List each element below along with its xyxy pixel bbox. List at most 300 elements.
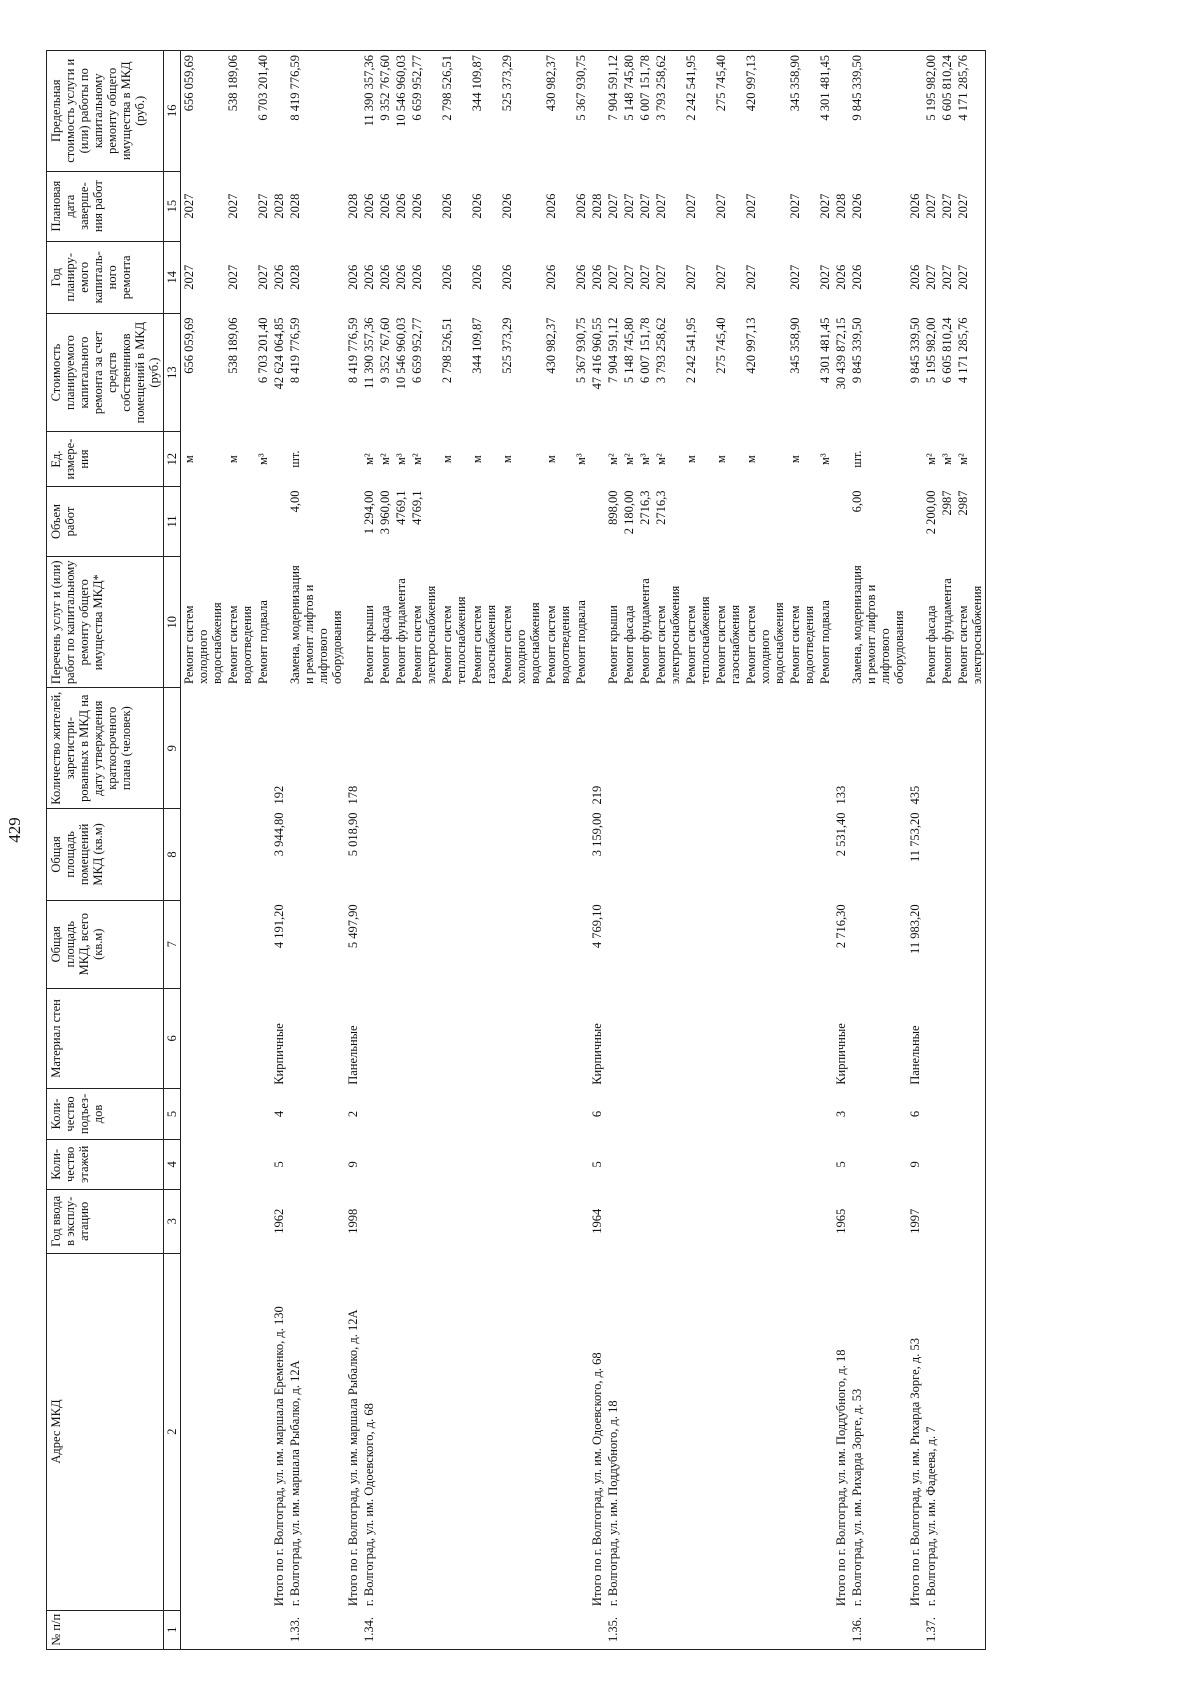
floors: [361, 1139, 377, 1189]
column-number: 12: [164, 432, 181, 487]
entrances: [225, 1089, 255, 1139]
year-built: [817, 1190, 833, 1254]
premises-area: [287, 808, 345, 900]
row-number: [621, 1610, 637, 1649]
floors: 5: [834, 1161, 848, 1168]
residents: [955, 688, 986, 808]
planned-cost: 47 416 960,55: [590, 317, 604, 390]
address: г. Волгоград, ул. им. Фадеева, д. 7: [924, 1426, 938, 1607]
wall-material: [683, 988, 713, 1089]
premises-area: [817, 808, 833, 900]
address: [817, 1253, 833, 1610]
column-number: 8: [164, 808, 181, 900]
entrances: [377, 1089, 393, 1139]
year-built: [287, 1190, 345, 1254]
max-cost: 2 242 541,95: [684, 55, 698, 121]
floors: [605, 1139, 621, 1189]
wall-material: Кирпичные: [590, 1023, 604, 1085]
premises-area: [621, 808, 637, 900]
premises-area: 2 531,40: [834, 812, 848, 857]
table-header: [47, 51, 181, 1650]
completion-date: 2026: [574, 193, 588, 219]
floors: [181, 1139, 226, 1189]
column-header: Материал стен: [47, 988, 164, 1089]
max-cost: 6 659 952,77: [410, 55, 424, 121]
completion-date: 2026: [500, 193, 514, 219]
total-area: [377, 900, 393, 988]
address: г. Волгоград, ул. им. Поддубного, д. 18: [606, 1400, 620, 1607]
work-type: Ремонт фасада: [378, 605, 392, 684]
completion-date: 2027: [606, 193, 620, 219]
address: [469, 1253, 499, 1610]
table-row: [787, 51, 817, 1650]
year-built: [255, 1190, 271, 1254]
column-number: 3: [164, 1190, 181, 1254]
total-area: [439, 900, 469, 988]
premises-area: [955, 808, 986, 900]
table-row: [817, 51, 833, 1650]
year-built: [787, 1190, 817, 1254]
premises-area: [939, 808, 955, 900]
table-row: [361, 51, 377, 1650]
max-cost: 3 793 258,62: [654, 55, 668, 121]
table-row: [225, 51, 255, 1650]
planned-year: 2026: [544, 264, 558, 290]
address: [409, 1253, 439, 1610]
work-type: Ремонт систем водоотведения: [788, 605, 816, 684]
wall-material: [955, 988, 986, 1089]
work-volume: 2987: [940, 490, 954, 516]
work-volume: [907, 486, 923, 556]
table-row: [255, 51, 271, 1650]
unit: [907, 432, 923, 487]
year-built: 1997: [908, 1208, 922, 1234]
table-row: [181, 51, 226, 1650]
address: [955, 1253, 986, 1610]
residents: 133: [834, 785, 848, 805]
floors: 5: [272, 1161, 286, 1168]
entrances: [409, 1089, 439, 1139]
entrances: [543, 1089, 573, 1139]
residents: [393, 688, 409, 808]
unit: м: [544, 455, 558, 464]
year-built: [955, 1190, 986, 1254]
max-cost: 8 419 776,59: [288, 55, 302, 121]
completion-date: 2026: [544, 193, 558, 219]
column-number: 5: [164, 1089, 181, 1139]
planned-cost: 5 367 930,75: [574, 317, 588, 384]
work-type: Ремонт фундамента: [394, 578, 408, 684]
wall-material: [287, 988, 345, 1089]
planned-cost: 6 703 201,40: [256, 317, 270, 384]
entrances: [849, 1089, 907, 1139]
max-cost: 525 373,29: [500, 55, 514, 112]
total-area: [653, 900, 683, 988]
year-built: [181, 1190, 226, 1254]
column-number: 10: [164, 557, 181, 688]
unit: м³: [818, 453, 832, 465]
planned-cost: 30 439 872,15: [834, 317, 848, 390]
year-built: [621, 1190, 637, 1254]
unit: м²: [956, 453, 970, 465]
row-number: 1.34.: [362, 1617, 376, 1643]
row-number: [637, 1610, 653, 1649]
column-number-row: [164, 51, 181, 1650]
row-number: [543, 1610, 573, 1649]
entrances: [817, 1089, 833, 1139]
floors: [817, 1139, 833, 1189]
table-row: [637, 51, 653, 1650]
entrances: [923, 1089, 939, 1139]
planned-year: 2026: [394, 264, 408, 290]
address: [743, 1253, 787, 1610]
table-row: [653, 51, 683, 1650]
column-number: 2: [164, 1253, 181, 1610]
total-area: [287, 900, 345, 988]
planned-cost: 538 189,06: [226, 317, 240, 374]
unit: м²: [654, 453, 668, 465]
table-row: [743, 51, 787, 1650]
address: [621, 1253, 637, 1610]
max-cost: 4 301 481,45: [818, 55, 832, 121]
column-number: 4: [164, 1139, 181, 1189]
address: [939, 1253, 955, 1610]
entrances: [683, 1089, 713, 1139]
address: г. Волгоград, ул. им. маршала Рыбалко, д. 12А: [288, 1360, 302, 1607]
total-area: [181, 900, 226, 988]
planned-year: 2027: [654, 264, 668, 290]
premises-area: [605, 808, 621, 900]
row-number: [713, 1610, 743, 1649]
unit: м: [744, 455, 758, 464]
year-built: 1965: [834, 1208, 848, 1234]
planned-year: 2027: [638, 264, 652, 290]
max-cost: 11 390 357,36: [362, 55, 376, 127]
planned-year: 2027: [256, 264, 270, 290]
planned-year: 2026: [908, 264, 922, 290]
floors: [287, 1139, 345, 1189]
address: [653, 1253, 683, 1610]
max-cost: 5 148 745,80: [622, 55, 636, 121]
work-type: Замена, модернизация и ремонт лифтов и лифтового оборудования: [288, 565, 344, 684]
wall-material: [361, 988, 377, 1089]
planned-cost: 6 007 151,78: [638, 317, 652, 384]
year-built: [361, 1190, 377, 1254]
work-volume: 4769,1: [394, 490, 408, 525]
wall-material: [817, 988, 833, 1089]
row-number: [181, 1610, 226, 1649]
residents: [287, 688, 345, 808]
unit: м³: [940, 453, 954, 465]
column-number: 13: [164, 313, 181, 431]
address: Итого по г. Волгоград, ул. им. маршала Рыбалко, д. 12А: [346, 1309, 360, 1607]
work-volume: [181, 486, 226, 556]
work-volume: [271, 486, 287, 556]
residents: [409, 688, 439, 808]
row-number: [955, 1610, 986, 1649]
completion-date: 2027: [714, 193, 728, 219]
total-area: [225, 900, 255, 988]
column-header: № п/п: [47, 1610, 164, 1649]
residents: [377, 688, 393, 808]
work-type: [907, 557, 923, 688]
max-cost: 430 982,37: [544, 55, 558, 112]
work-type: Ремонт фундамента: [638, 578, 652, 684]
row-number: [817, 1610, 833, 1649]
completion-date: 2027: [684, 193, 698, 219]
completion-date: 2028: [834, 193, 848, 219]
table-row: [713, 51, 743, 1650]
floors: [499, 1139, 543, 1189]
wall-material: [573, 988, 589, 1089]
wall-material: [393, 988, 409, 1089]
row-number: [787, 1610, 817, 1649]
residents: [255, 688, 271, 808]
max-cost: 7 904 591,12: [606, 55, 620, 121]
floors: [923, 1139, 939, 1189]
table-row: [393, 51, 409, 1650]
planned-cost: 3 793 258,62: [654, 317, 668, 384]
work-volume: [469, 486, 499, 556]
entrances: [181, 1089, 226, 1139]
planned-year: 2027: [606, 264, 620, 290]
total-area: [573, 900, 589, 988]
completion-date: 2028: [288, 193, 302, 219]
total-area: [743, 900, 787, 988]
planned-cost: 420 997,13: [744, 317, 758, 374]
completion-date: 2028: [346, 193, 360, 219]
unit: м²: [622, 453, 636, 465]
unit: шт.: [850, 450, 864, 468]
premises-area: [439, 808, 469, 900]
column-number: 14: [164, 241, 181, 313]
floors: [469, 1139, 499, 1189]
entrances: [637, 1089, 653, 1139]
table-row: [439, 51, 469, 1650]
work-type: Ремонт фундамента: [940, 578, 954, 684]
max-cost: 5 367 930,75: [574, 55, 588, 121]
row-number: [393, 1610, 409, 1649]
floors: [439, 1139, 469, 1189]
work-type: Ремонт систем холодного водоснабжения: [182, 602, 224, 684]
planned-year: 2027: [622, 264, 636, 290]
year-built: [653, 1190, 683, 1254]
premises-area: [361, 808, 377, 900]
planned-cost: 275 745,40: [714, 317, 728, 374]
row-number: [683, 1610, 713, 1649]
max-cost: [589, 51, 605, 172]
planned-year: 2026: [362, 264, 376, 290]
unit: м²: [410, 453, 424, 465]
unit: шт.: [288, 450, 302, 468]
column-header: Коли-чество подъез-дов: [47, 1089, 164, 1139]
entrances: [439, 1089, 469, 1139]
work-type: [345, 557, 361, 688]
residents: [637, 688, 653, 808]
table-row: [499, 51, 543, 1650]
max-cost: 4 171 285,76: [956, 55, 970, 121]
max-cost: 345 358,90: [788, 55, 802, 112]
work-volume: 6,00: [850, 490, 864, 513]
table-row: [955, 51, 986, 1650]
work-type: Ремонт подвала: [256, 600, 270, 684]
column-number: 1: [164, 1610, 181, 1649]
residents: [225, 688, 255, 808]
floors: [621, 1139, 637, 1189]
max-cost: [833, 51, 849, 172]
residents: [605, 688, 621, 808]
completion-date: 2026: [378, 193, 392, 219]
column-header: Стоимость планируемого капитального ремонта за счет средств собственников помещений в МКД (руб.): [47, 313, 164, 431]
work-type: Ремонт систем холодного водоснабжения: [744, 602, 786, 684]
column-number: 7: [164, 900, 181, 988]
planned-year: 2027: [226, 264, 240, 290]
premises-area: [409, 808, 439, 900]
year-built: [683, 1190, 713, 1254]
max-cost: 344 109,87: [470, 55, 484, 112]
floors: [849, 1139, 907, 1189]
row-number: [907, 1610, 923, 1649]
work-volume: [255, 486, 271, 556]
wall-material: [653, 988, 683, 1089]
wall-material: Кирпичные: [834, 1023, 848, 1085]
column-number: 11: [164, 486, 181, 556]
work-type: Замена, модернизация и ремонт лифтов и лифтового оборудования: [850, 565, 906, 684]
max-cost: 275 745,40: [714, 55, 728, 112]
total-area: [393, 900, 409, 988]
address: [573, 1253, 589, 1610]
unit: м: [500, 455, 514, 464]
floors: [955, 1139, 986, 1189]
wall-material: Панельные: [346, 1025, 360, 1085]
residents: [849, 688, 907, 808]
completion-date: 2027: [940, 193, 954, 219]
year-built: [939, 1190, 955, 1254]
total-area: [683, 900, 713, 988]
premises-area: [743, 808, 787, 900]
column-header: Предельная стоимость услуги и (или) работы по капитальному ремонту общего имущества в МКД (руб.): [47, 51, 164, 172]
premises-area: [225, 808, 255, 900]
floors: [743, 1139, 787, 1189]
planned-cost: 5 148 745,80: [622, 317, 636, 384]
planned-cost: 8 419 776,59: [346, 317, 360, 384]
planned-year: 2027: [182, 264, 196, 290]
capital-repair-table: [46, 50, 986, 1650]
floors: [409, 1139, 439, 1189]
planned-cost: 11 390 357,36: [362, 317, 376, 389]
address: Итого по г. Волгоград, ул. им. Рихарда Зорге, д. 53: [908, 1337, 922, 1607]
completion-date: 2027: [788, 193, 802, 219]
work-volume: [833, 486, 849, 556]
completion-date: 2026: [908, 193, 922, 219]
work-type: Ремонт систем теплоснабжения: [440, 596, 468, 684]
planned-year: 2027: [714, 264, 728, 290]
row-number: [225, 1610, 255, 1649]
completion-date: 2028: [272, 193, 286, 219]
entrances: [621, 1089, 637, 1139]
wall-material: Кирпичные: [272, 1023, 286, 1085]
completion-date: 2026: [362, 193, 376, 219]
planned-cost: 9 845 339,50: [850, 317, 864, 384]
completion-date: 2027: [956, 193, 970, 219]
total-area: [469, 900, 499, 988]
total-row: [907, 51, 923, 1650]
year-built: [543, 1190, 573, 1254]
unit: м²: [606, 453, 620, 465]
wall-material: [499, 988, 543, 1089]
table-row: [923, 51, 939, 1650]
column-number: 16: [164, 51, 181, 172]
planned-cost: 42 624 064,85: [272, 317, 286, 390]
wall-material: [225, 988, 255, 1089]
floors: [637, 1139, 653, 1189]
work-volume: [713, 486, 743, 556]
work-type: Ремонт систем водоотведения: [226, 605, 254, 684]
wall-material: [743, 988, 787, 1089]
unit: м³: [638, 453, 652, 465]
year-built: [637, 1190, 653, 1254]
completion-date: 2027: [622, 193, 636, 219]
row-number: [255, 1610, 271, 1649]
residents: 435: [908, 785, 922, 805]
address: [393, 1253, 409, 1610]
total-area: [499, 900, 543, 988]
unit: м²: [362, 453, 376, 465]
year-built: 1962: [272, 1208, 286, 1234]
premises-area: [499, 808, 543, 900]
work-type: Ремонт систем электроснабжения: [654, 585, 682, 684]
total-area: [713, 900, 743, 988]
year-built: [923, 1190, 939, 1254]
total-area: [817, 900, 833, 988]
table-row: [409, 51, 439, 1650]
completion-date: 2027: [226, 193, 240, 219]
work-volume: [573, 486, 589, 556]
address: [377, 1253, 393, 1610]
planned-cost: 7 904 591,12: [606, 317, 620, 384]
address: [255, 1253, 271, 1610]
premises-area: 11 753,20: [908, 812, 922, 862]
row-number: [653, 1610, 683, 1649]
total-area: 4 191,20: [272, 904, 286, 949]
total-area: [409, 900, 439, 988]
premises-area: [787, 808, 817, 900]
total-row: [833, 51, 849, 1650]
completion-date: 2027: [818, 193, 832, 219]
residents: [787, 688, 817, 808]
year-built: [573, 1190, 589, 1254]
planned-year: 2026: [590, 264, 604, 290]
entrances: [743, 1089, 787, 1139]
work-volume: 1 294,00: [362, 490, 376, 535]
unit: м: [788, 455, 802, 464]
unit: [345, 432, 361, 487]
completion-date: 2026: [850, 193, 864, 219]
wall-material: [605, 988, 621, 1089]
column-header: Адрес МКД: [47, 1253, 164, 1610]
address: [713, 1253, 743, 1610]
work-volume: 2 200,00: [924, 490, 938, 535]
work-volume: [499, 486, 543, 556]
row-number: 1.33.: [288, 1617, 302, 1643]
row-number: [469, 1610, 499, 1649]
table-row: [621, 51, 637, 1650]
unit: м: [226, 455, 240, 464]
premises-area: [849, 808, 907, 900]
floors: [393, 1139, 409, 1189]
row-number: [939, 1610, 955, 1649]
row-number: [833, 1610, 849, 1649]
